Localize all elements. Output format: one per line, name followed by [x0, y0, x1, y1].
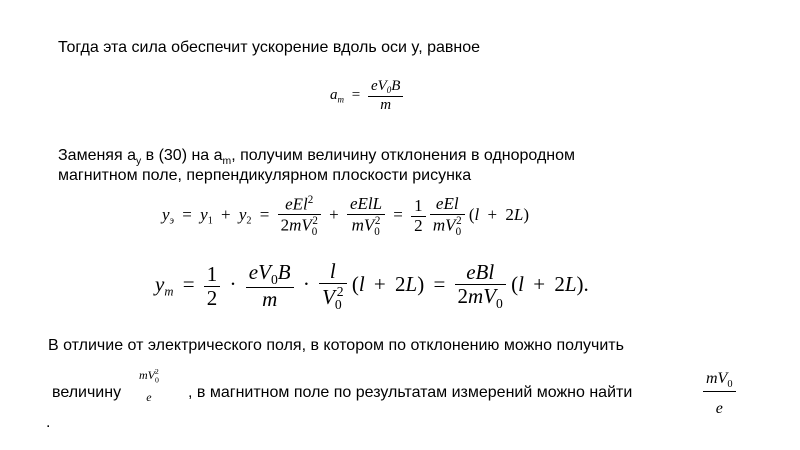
formula-magnetic-deflection: $y_m$ = $\frac{1}{2}$ · $\frac{eV_0B}{m}$ · $\frac{l}{V_0^2}$ (l + 2L) = $\frac{\text{eBl}}{2mV_0}$ (l + 2L).	[155, 259, 589, 313]
comparison-text-tail: , в магнитном поле по результатам измерений можно найти	[188, 384, 633, 401]
formula-electric-quantity: $mV_0^2$ e	[139, 367, 159, 404]
comparison-text-line2a	[52, 383, 121, 403]
comparison-text-word: величину	[52, 384, 122, 401]
trailing-period	[46, 413, 50, 433]
comparison-text-label: В отличие от электрического поля, в котором по отклонению можно получить	[48, 337, 624, 354]
replacement-text-part3: , получим величину отклонения в однородном	[231, 147, 576, 164]
replacement-text-part2: в (30) на a	[141, 147, 223, 164]
subscript-m: m	[222, 156, 232, 168]
formula-acceleration: $a_m$ = $\frac{eV_0B}{m}$	[330, 78, 403, 114]
trailing-period-label: .	[46, 414, 51, 431]
replacement-text-part1: Заменяя a	[58, 147, 136, 164]
subscript-y: y	[135, 156, 142, 168]
replacement-text-line2-label: магнитном поле, перпендикулярном плоскости рисунка	[58, 167, 472, 184]
intro-text-label: Тогда эта сила обеспечит ускорение вдоль оси y, равное	[58, 39, 481, 56]
comparison-text	[48, 336, 624, 356]
replacement-text-line2	[58, 166, 471, 186]
comparison-text-line2b	[188, 383, 632, 403]
formula-magnetic-quantity: $\frac{mV_0}{e}$	[703, 370, 736, 417]
formula-electric-deflection: $y_э = y_1 + y_2$ = $\frac{eEl^2}{2mV_0^2}$ + $\frac{\text{eElL}}{mV_0^2}$ = $\frac{1}{2}$ $\frac{\text{eEl}}{mV_0^2}$ (l + 2L)	[162, 193, 530, 239]
intro-text	[58, 38, 480, 58]
